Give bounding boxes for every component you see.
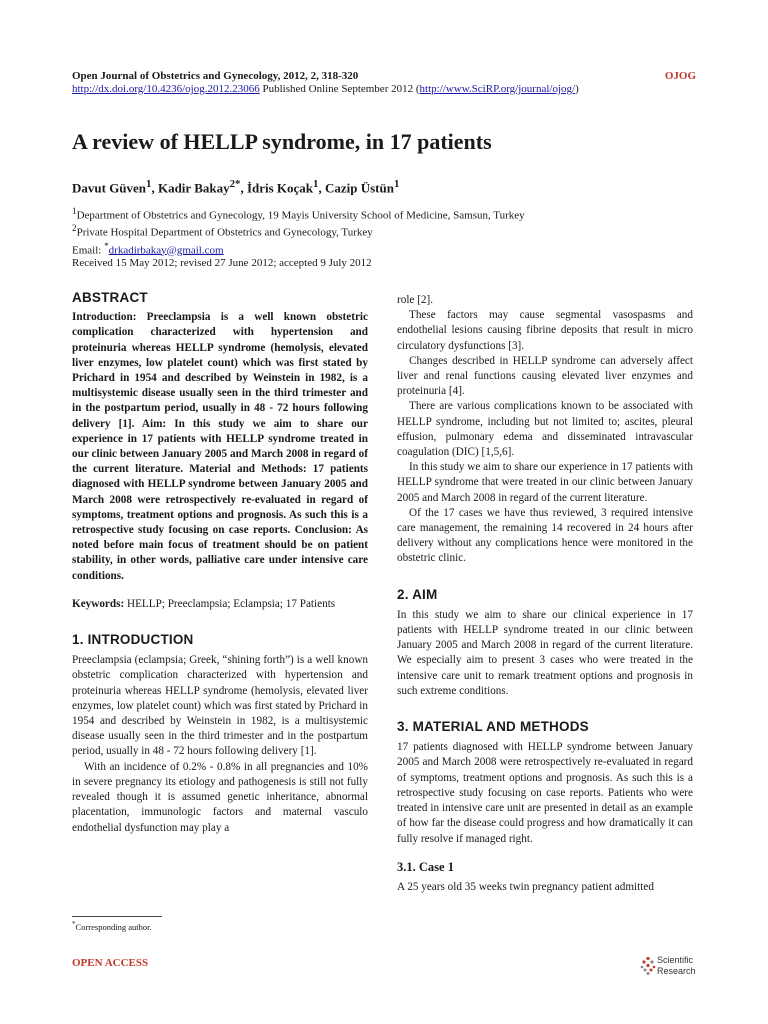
intro-continuation: role [2].	[397, 294, 434, 306]
affiliation-text: Department of Obstetrics and Gynecology, 19 Mayis University School of Medicine, Samsun, Turkey	[76, 209, 525, 222]
received-dates: Received 15 May 2012; revised 27 June 2012; accepted 9 July 2012	[72, 257, 372, 269]
journal-code: OJOG	[664, 70, 696, 82]
intro-paragraph-5: There are various complications known to be associated with HELLP syndrome, including but not limited to; ascites, pleural effusion, pulmonary edema and disseminated intravascular coagulation (DIC) [1,5,6].	[397, 400, 693, 459]
keywords-label: Keywords:	[72, 597, 125, 610]
publisher-logo	[640, 955, 710, 979]
affiliations	[72, 205, 525, 257]
right-column	[397, 293, 693, 895]
paper-title: A review of HELLP syndrome, in 17 patients	[72, 129, 492, 154]
close-paren: )	[575, 83, 579, 95]
aim-text: In this study we aim to share our clinical experience in 17 patients with HELLP syndrome treated in our clinic between January 2005 and March 2008 in regard of the current literature. We especially aim to present 3 cases who were treated in the intensive care unit to remark treatment options and prognosis in such extreme conditions.	[397, 608, 693, 697]
methods-text: 17 patients diagnosed with HELLP syndrome between January 2005 and March 2008 were retrospectively re-evaluated in regard of symptoms, treatment options and prognosis. As such this is a retrospective study focusing on case reports. Patients who were treated in intensive care unit are presented in detail as an example of how far the disease could progress and how dramatically it can fully resolve if managed right.	[397, 741, 693, 845]
scientific-research-logo-icon	[640, 956, 656, 976]
author-sup: 1	[313, 178, 319, 190]
intro-paragraph-2: With an incidence of 0.2% - 0.8% in all pregnancies and 10% in severe pregnancy its etiology and pathogenesis is still not fully revealed though it is assumed genetic inheritance, abnormal placentation, immunologic factors and maternal vasculo endothelial dysfunction may play a	[72, 760, 368, 834]
intro-paragraph-1: Preeclampsia (eclampsia; Greek, “shining forth”) is a well known obstetric complication characterized with hypertension and proteinuria whereas HELLP syndrome (hemolysis, elevated liver enzymes, low platelet count) which was first stated by Prichard in 1954 and described by Weinstein in 1982, is a multisystemic disease usually seen in the third trimester and in the postpartum period, usually in 48 - 72 hours following delivery [1].	[72, 654, 368, 758]
footnote-star: *	[72, 920, 76, 928]
affiliation-2	[72, 222, 525, 239]
journal-citation: Open Journal of Obstetrics and Gynecology, 2012, 2, 318-320	[72, 70, 359, 82]
doi-line	[72, 83, 579, 95]
email-line	[72, 240, 525, 257]
methods-heading: 3. MATERIAL AND METHODS	[397, 719, 589, 735]
left-column	[72, 290, 368, 836]
keywords	[72, 597, 368, 612]
affiliation-number: 1	[72, 206, 77, 216]
email-star: *	[104, 240, 109, 251]
author-name: , Cazip Üstün	[318, 180, 394, 196]
author-name: Davut Güven	[72, 180, 147, 196]
doi-link[interactable]: http://dx.doi.org/10.4236/ojog.2012.23066	[72, 83, 260, 95]
keywords-text: HELLP; Preeclampsia; Eclampsia; 17 Patients	[124, 597, 336, 610]
footnote-text: Corresponding author.	[75, 921, 152, 932]
intro-paragraph-6: In this study we aim to share our experience in 17 patients with HELLP syndrome that were treated in our clinic between January 2005 and March 2008 in regard of the current literature.	[397, 461, 693, 504]
intro-paragraph-7: Of the 17 cases we have thus reviewed, 3 required intensive care management, the remaining 14 recovered in 24 hours after delivery without any complications hence were monitored in the obstetric clinic.	[397, 506, 693, 565]
publisher-line-2: Research	[657, 965, 696, 976]
case1-text: A 25 years old 35 weeks twin pregnancy patient admitted	[397, 880, 654, 893]
intro-paragraph-3: These factors may cause segmental vasospasms and endothelial lesions causing fibrine deposits that result in micro circulatory dysfunctions [3].	[397, 309, 693, 352]
affiliation-text: Private Hospital Department of Obstetrics and Gynecology, Turkey	[76, 226, 373, 239]
affiliation-1	[72, 205, 525, 222]
intro-paragraph-4: Changes described in HELLP syndrome can adversely affect liver and renal functions causing elevated liver enzymes and proteinuria [4].	[397, 354, 693, 398]
abstract-heading: ABSTRACT	[72, 290, 148, 305]
aim-heading: 2. AIM	[397, 586, 438, 602]
abstract-text: Introduction: Preeclampsia is a well known obstetric complication characterized with hypertension and proteinuria whereas HELLP syndrome (hemolysis, elevated liver enzymes, low platelet count) which was first stated by Prichard in 1954 and described by Weinstein in 1982, is a multisystemic disease usually seen in the third trimester and in the postpartum period, usually in 48 - 72 hours following delivery [1]. Aim: In this study we aim to share our experience in 17 patients with HELLP syndrome treated in our clinic between January 2005 and March 2008 in regard of the current literature. Material and Methods: 17 patients diagnosed with HELLP syndrome between January 2005 and March 2008 were retrospectively re-evaluated in regard of symptoms, treatment options and prognosis. As such this is a retrospective study focusing on case reports. Conclusion: As noted before main focus of treatment should be on patient stability, in other words, palliative care under intensive care conditions.	[72, 311, 368, 582]
case1-heading: 3.1. Case 1	[397, 859, 454, 874]
introduction-heading: 1. INTRODUCTION	[72, 632, 194, 648]
published-text: Published Online September 2012 (	[259, 83, 420, 95]
journal-site-link[interactable]: http://www.SciRP.org/journal/ojog/	[419, 83, 576, 95]
author-name: , Kadir Bakay	[151, 180, 230, 196]
publisher-name	[657, 955, 696, 976]
author-list	[72, 178, 399, 196]
footnote-rule	[72, 916, 162, 917]
author-sup: 1	[393, 178, 400, 190]
author-name: , İdris Koçak	[240, 180, 314, 196]
author-sup: 1	[146, 178, 152, 190]
publisher-line-1: Scientific	[657, 955, 694, 965]
footnote	[72, 920, 152, 932]
email-label: Email:	[72, 244, 105, 257]
email-link[interactable]: drkadirbakay@gmail.com	[108, 244, 224, 257]
open-access-label: OPEN ACCESS	[72, 957, 149, 969]
author-sup: 2*	[229, 178, 241, 190]
affiliation-number: 2	[72, 223, 77, 234]
